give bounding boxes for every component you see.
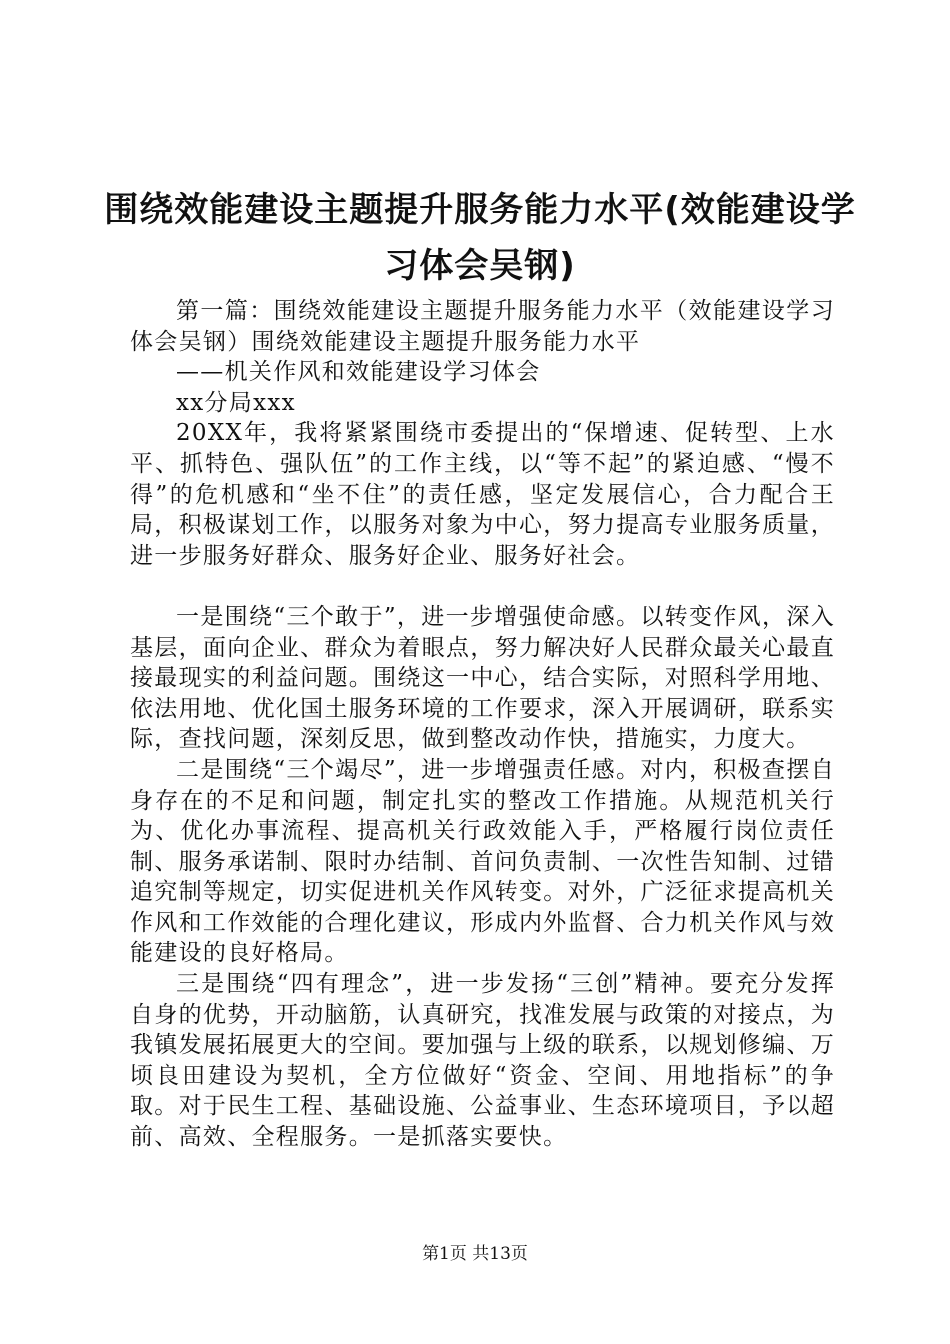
paragraph-point-three: 三是围绕“四有理念”，进一步发扬“三创”精神。要充分发挥自身的优势，开动脑筋，认真研究，找准发展与政策的对接点，为我镇发展拓展更大的空间。要加强与上级的联系，以规划修编、万顷良田建设为契机，全方位做好“资金、空间、用地指标”的争取。对于民生工程、基础设施、公益事业、生态环境项目，予以超前、高效、全程服务。一是抓落实要快。	[130, 971, 835, 1151]
paragraph-point-two: 二是围绕“三个竭尽”，进一步增强责任感。对内，积极查摆自身存在的不足和问题，制定扎实的整改工作措施。从规范机关行为、优化办事流程、提高机关行政效能入手，严格履行岗位责任制、服务承诺制、限时办结制、首问负责制、一次性告知制、过错追究制等规定，切实促进机关作风转变。对外，广泛征求提高机关作风和工作效能的合理化建议，形成内外监督、合力机关作风与效能建设的良好格局。	[130, 756, 835, 967]
document-body	[130, 296, 835, 1153]
paragraph-intro: 第一篇：围绕效能建设主题提升服务能力水平（效能建设学习体会吴钢）围绕效能建设主题提升服务能力水平	[130, 298, 835, 355]
paragraph-point-one: 一是围绕“三个敢于”，进一步增强使命感。以转变作风，深入基层，面向企业、群众为着眼点，努力解决好人民群众最关心最直接最现实的利益问题。围绕这一中心，结合实际，对照科学用地、依法用地、优化国土服务环境的工作要求，深入开展调研，联系实际，查找问题，深刻反思，做到整改动作快，措施实，力度大。	[130, 603, 835, 753]
paragraph-overview: 20XX年，我将紧紧围绕市委提出的“保增速、促转型、上水平、抓特色、强队伍”的工作主线，以“等不起”的紧迫感、“慢不得”的危机感和“坐不住”的责任感，坚定发展信心，合力配合王局，积极谋划工作，以服务对象为中心，努力提高专业服务质量，进一步服务好群众、服务好企业、服务好社会。	[130, 420, 835, 569]
paragraph-subtitle: ——机关作风和效能建设学习体会	[176, 359, 541, 386]
document-title: 围绕效能建设主题提升服务能力水平(效能建设学习体会吴钢)	[104, 190, 856, 286]
page-number: 第1页 共13页	[422, 1244, 528, 1264]
paragraph-author: xx分局xxx	[176, 389, 296, 416]
